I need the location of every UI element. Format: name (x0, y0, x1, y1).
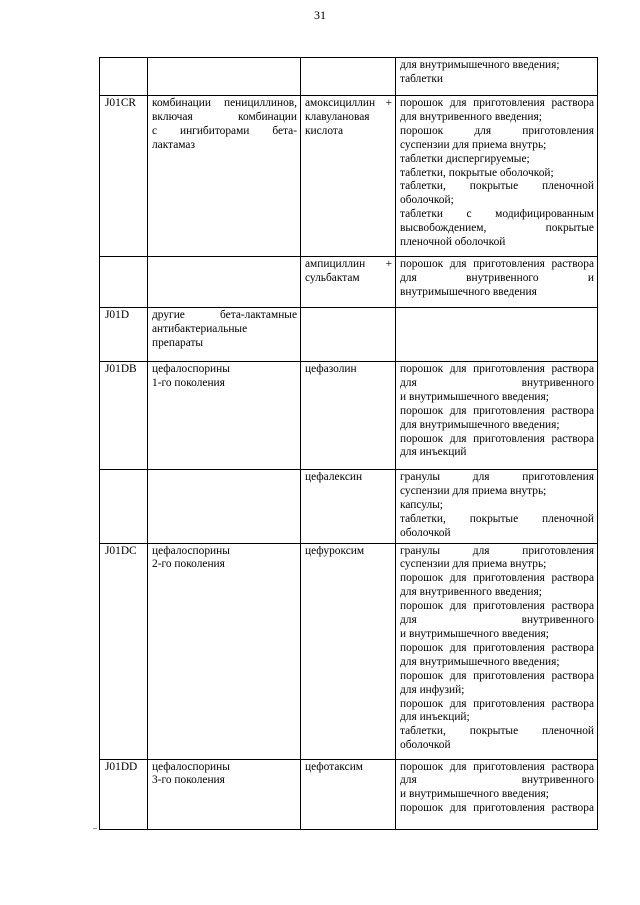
table-row (100, 96, 598, 257)
dosage-form-line: и внутримышечного введения; (400, 788, 549, 801)
atc-code-cell (100, 96, 148, 257)
anatomical-therapeutic-group-cell (148, 543, 301, 759)
dosage-form-cell (396, 543, 598, 759)
group-line: цефалоспорины (152, 544, 230, 557)
drug-name-cell (301, 759, 396, 829)
atc-code-cell (100, 543, 148, 759)
table-row (100, 58, 598, 96)
group-line: с ингибиторами бета- (152, 124, 297, 137)
dosage-form-line: для внутривенного (400, 774, 594, 787)
dosage-form-line: таблетки, покрытые пленочной (400, 180, 594, 193)
atc-code-cell (100, 308, 148, 362)
atc-code-cell (100, 759, 148, 829)
dosage-form-line: порошок для приготовления раствора (400, 669, 594, 682)
dosage-form-line: для внутримышечного введения; (400, 655, 560, 668)
drug-name-cell (301, 362, 396, 470)
page-number: 31 (314, 8, 326, 22)
drug-name-line: амоксициллин + (305, 97, 392, 109)
group-line: лактамаз (152, 138, 195, 151)
dosage-form-line: капсулы; (400, 498, 443, 511)
table-row (100, 308, 598, 362)
drug-classification-table (99, 57, 598, 830)
dosage-form-line: для внутривенного (400, 376, 594, 389)
anatomical-therapeutic-group-cell (148, 362, 301, 470)
dosage-form-line: таблетки, покрытые пленочной (400, 512, 594, 525)
dosage-form-cell (396, 257, 598, 308)
dosage-form-cell (396, 759, 598, 829)
atc-code-cell (100, 362, 148, 470)
dosage-form-line: порошок для приготовления раствора (400, 258, 594, 270)
dosage-form-line: для внутривенного и (400, 271, 594, 284)
dosage-form-line: гранулы для приготовления (400, 471, 594, 483)
dosage-form-line: порошок для приготовления раствора (400, 363, 594, 375)
anatomical-therapeutic-group-cell (148, 58, 301, 96)
atc-code-cell (100, 58, 148, 96)
dosage-form-line: порошок для приготовления раствора (400, 97, 594, 109)
drug-name-cell (301, 470, 396, 544)
drug-name-line: цефалексин (305, 471, 363, 483)
dosage-form-line: гранулы для приготовления (400, 544, 594, 557)
dosage-form-line: порошок для приготовления раствора (400, 404, 594, 417)
dosage-form-line: и внутримышечного введения; (400, 390, 549, 403)
drug-name-cell (301, 543, 396, 759)
dosage-form-cell (396, 308, 598, 362)
atc-code: J01CR (105, 97, 137, 109)
group-line: антибактериальные (152, 322, 248, 335)
drug-name-cell (301, 58, 396, 96)
atc-code: J01DB (105, 363, 137, 375)
dosage-form-line: порошок для приготовления раствора (400, 697, 594, 710)
table-row (100, 759, 598, 829)
dosage-form-line: пленочной оболочкой (400, 236, 506, 249)
dosage-form-line: таблетки (400, 72, 444, 85)
dosage-form-line: порошок для приготовления раствора (400, 432, 594, 445)
dosage-form-line: для инфузий; (400, 683, 465, 696)
dosage-form-line: суспензии для приема внутрь; (400, 558, 547, 571)
dosage-form-line: таблетки с модифицированным (400, 208, 594, 221)
dosage-form-line: и внутримышечного введения; (400, 627, 549, 640)
drug-name-line: сульбактам (305, 271, 360, 284)
dosage-form-line: порошок для приготовления раствора (400, 802, 594, 815)
dosage-form-line: порошок для приготовления раствора (400, 572, 594, 585)
drug-name-line: цефуроксим (305, 544, 365, 557)
dosage-form-line: порошок для приготовления раствора (400, 641, 594, 654)
dosage-form-line: для внутривенного (400, 614, 594, 627)
group-line: цефалоспорины (152, 760, 230, 773)
group-line: 2-го поколения (152, 558, 225, 571)
group-line: другие бета-лактамные (152, 309, 297, 321)
atc-code: J01D (105, 309, 130, 321)
dosage-form-line: таблетки диспергируемые; (400, 152, 530, 165)
group-line: включая комбинации (152, 110, 297, 123)
group-line: 3-го поколения (152, 774, 225, 787)
group-line: препараты (152, 336, 204, 349)
group-line: комбинации пенициллинов, (152, 97, 297, 109)
atc-code: J01DC (105, 544, 137, 557)
dosage-form-line: таблетки, покрытые оболочкой; (400, 166, 554, 179)
anatomical-therapeutic-group-cell (148, 759, 301, 829)
atc-code-cell (100, 470, 148, 544)
dosage-form-line: порошок для приготовления раствора (400, 600, 594, 613)
dosage-form-line: для внутримышечного введения; (400, 59, 560, 71)
dosage-form-line: для внутривенного введения; (400, 586, 542, 599)
table-row (100, 543, 598, 759)
dosage-form-line: для внутримышечного введения; (400, 418, 560, 431)
dosage-form-line: суспензии для приема внутрь; (400, 138, 547, 151)
drug-name-line: ампициллин + (305, 258, 392, 270)
drug-name-line: цефотаксим (305, 760, 363, 773)
dosage-form-line: порошок для приготовления (400, 124, 594, 137)
dosage-form-line: высвобождением, покрытые (400, 222, 594, 235)
table-row (100, 257, 598, 308)
dosage-form-line: суспензии для приема внутрь; (400, 484, 547, 497)
dosage-form-line: таблетки, покрытые пленочной (400, 725, 594, 738)
atc-code: J01DD (105, 760, 138, 773)
drug-name-cell (301, 257, 396, 308)
scan-speck (93, 828, 97, 829)
dosage-form-line: порошок для приготовления раствора (400, 760, 594, 773)
dosage-form-line: оболочкой; (400, 194, 454, 207)
anatomical-therapeutic-group-cell (148, 96, 301, 257)
dosage-form-cell (396, 470, 598, 544)
anatomical-therapeutic-group-cell (148, 470, 301, 544)
anatomical-therapeutic-group-cell (148, 308, 301, 362)
dosage-form-cell (396, 58, 598, 96)
dosage-form-line: оболочкой (400, 739, 451, 752)
drug-name-line: кислота (305, 124, 344, 137)
table-row (100, 470, 598, 544)
drug-name-line: цефазолин (305, 363, 357, 375)
dosage-form-line: внутримышечного введения (400, 285, 537, 298)
dosage-form-line: для инъекций; (400, 711, 470, 724)
drug-name-cell (301, 96, 396, 257)
table-row (100, 362, 598, 470)
anatomical-therapeutic-group-cell (148, 257, 301, 308)
group-line: цефалоспорины (152, 363, 230, 375)
dosage-form-cell (396, 96, 598, 257)
table-body (100, 58, 598, 830)
dosage-form-line: оболочкой (400, 526, 451, 539)
dosage-form-line: для внутривенного введения; (400, 110, 542, 123)
dosage-form-line: для инъекций (400, 446, 467, 459)
drug-name-cell (301, 308, 396, 362)
dosage-form-cell (396, 362, 598, 470)
atc-code-cell (100, 257, 148, 308)
drug-name-line: клавулановая (305, 110, 370, 123)
group-line: 1-го поколения (152, 376, 225, 389)
